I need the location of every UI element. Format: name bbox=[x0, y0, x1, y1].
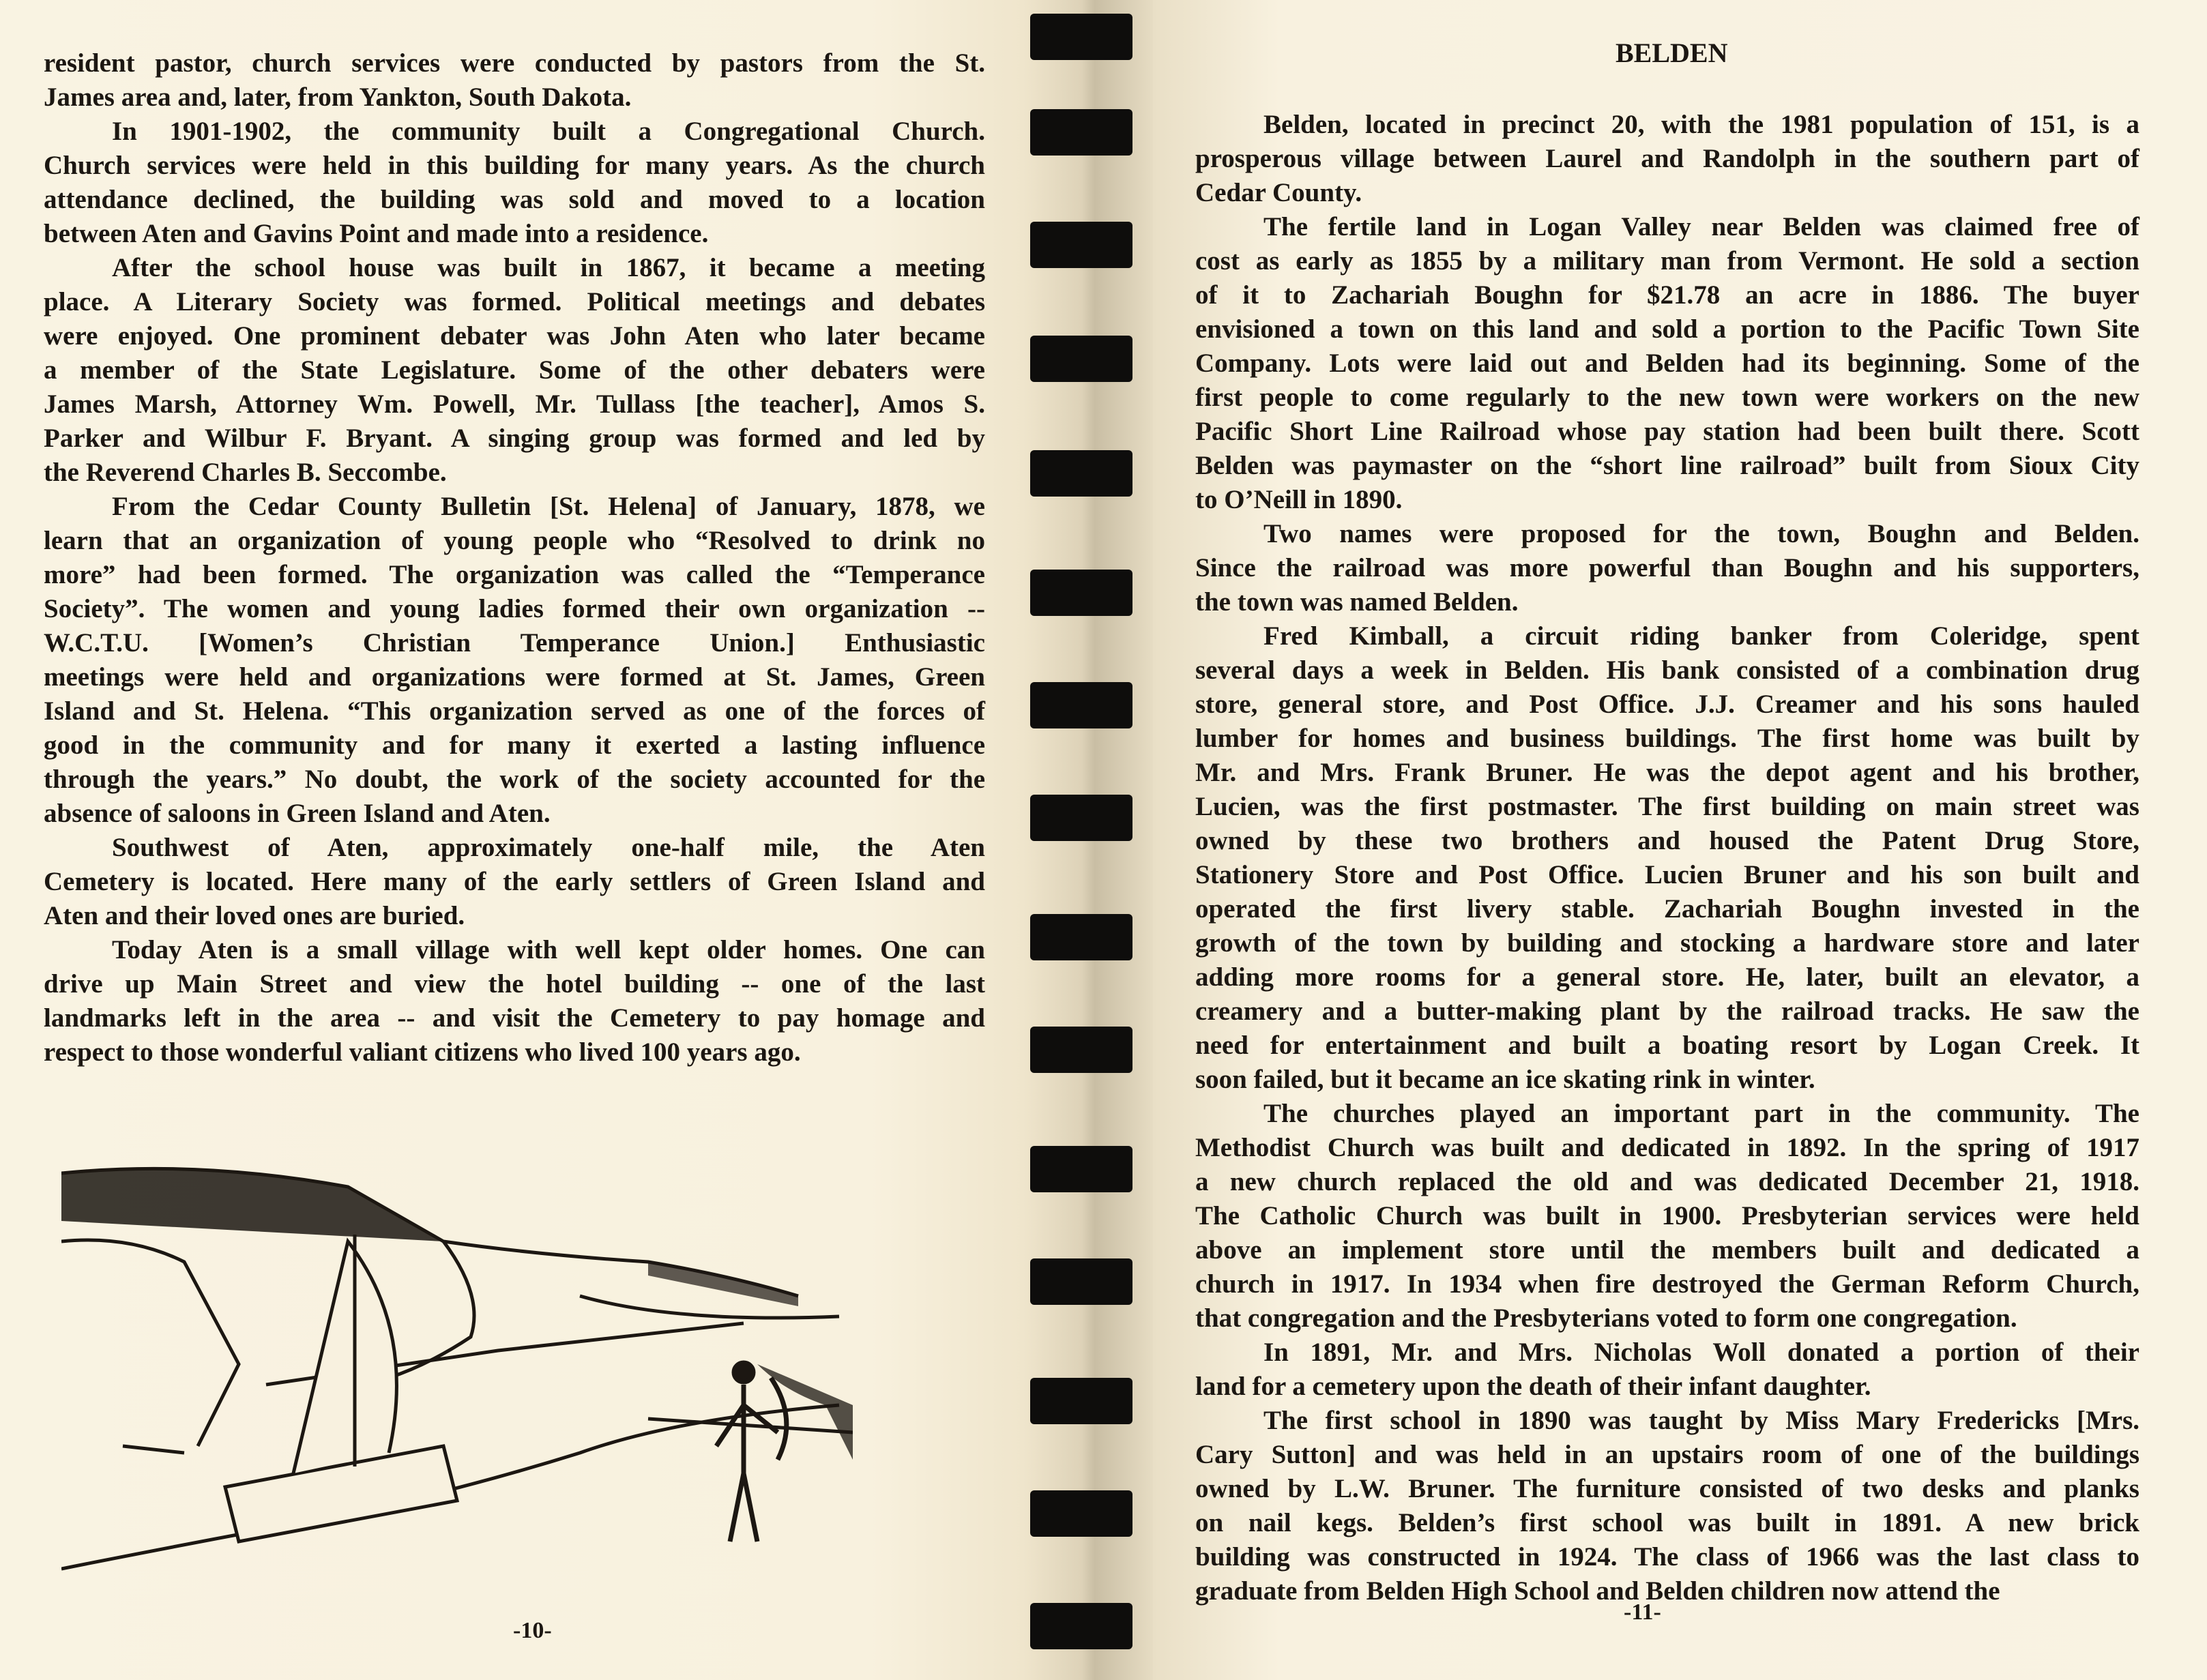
text-line: creamery and a butter-making plant by the railroad tracks. He saw the bbox=[1195, 997, 2139, 1026]
text-line: Methodist Church was built and dedicated in 1892. In the spring of 1917 bbox=[1195, 1133, 2139, 1162]
binding-coil bbox=[1030, 570, 1132, 616]
binding-coil bbox=[1030, 1378, 1132, 1424]
paragraph bbox=[1195, 1336, 2139, 1404]
text-line: the Reverend Charles B. Seccombe. bbox=[44, 458, 447, 487]
text-line: Mr. and Mrs. Frank Bruner. He was the depot agent and his brother, bbox=[1195, 758, 2139, 787]
binding-coil bbox=[1030, 1490, 1132, 1537]
text-line: several days a week in Belden. His bank consisted of a combination drug bbox=[1195, 655, 2139, 685]
text-line: place. A Literary Society was formed. Political meetings and debates bbox=[44, 287, 985, 316]
text-line: The first school in 1890 was taught by Miss Mary Fredericks [Mrs. bbox=[1263, 1406, 2139, 1435]
text-line: Two names were proposed for the town, Boughn and Belden. bbox=[1263, 519, 2139, 548]
text-line: the town was named Belden. bbox=[1195, 587, 1519, 617]
binding-coil bbox=[1030, 109, 1132, 156]
text-line: The churches played an important part in the community. The bbox=[1263, 1099, 2139, 1128]
binding-coil bbox=[1030, 795, 1132, 841]
paragraph bbox=[44, 490, 985, 831]
text-line: envisioned a town on this land and sold a portion to the Pacific Town Site bbox=[1195, 314, 2139, 344]
paragraph bbox=[44, 115, 985, 251]
text-line: more” had been formed. The organization was called the “Temperance bbox=[44, 560, 985, 589]
text-line: Since the railroad was more powerful than Boughn and his supporters, bbox=[1195, 553, 2139, 583]
text-line: In 1901-1902, the community built a Congregational Church. bbox=[112, 117, 985, 146]
text-line: James area and, later, from Yankton, South Dakota. bbox=[44, 83, 632, 112]
text-line: From the Cedar County Bulletin [St. Helena] of January, 1878, we bbox=[112, 492, 985, 521]
text-line: The Catholic Church was built in 1900. Presbyterian services were held bbox=[1195, 1201, 2139, 1230]
text-line: The fertile land in Logan Valley near Belden was claimed free of bbox=[1263, 212, 2139, 241]
text-line: prosperous village between Laurel and Randolph in the southern part of bbox=[1195, 144, 2139, 173]
text-line: on nail kegs. Belden’s first school was built in 1891. A new brick bbox=[1195, 1508, 2139, 1537]
paragraph bbox=[1195, 1404, 2139, 1608]
page-number-right: -11- bbox=[1624, 1600, 1661, 1625]
right-page-body bbox=[1195, 108, 2139, 1608]
text-line: landmarks left in the area -- and visit the Cemetery to pay homage and bbox=[44, 1003, 985, 1033]
binding-coil bbox=[1030, 222, 1132, 268]
text-line: Parker and Wilbur F. Bryant. A singing group was formed and led by bbox=[44, 424, 985, 453]
page-number-left: -10- bbox=[513, 1618, 552, 1643]
paragraph bbox=[1195, 517, 2139, 619]
binding-coil bbox=[1030, 1027, 1132, 1073]
text-line: Aten and their loved ones are buried. bbox=[44, 901, 465, 930]
text-line: owned by L.W. Bruner. The furniture consisted of two desks and planks bbox=[1195, 1474, 2139, 1503]
text-line: Stationery Store and Post Office. Lucien Bruner and his son built and bbox=[1195, 860, 2139, 889]
text-line: land for a cemetery upon the death of their infant daughter. bbox=[1195, 1372, 1871, 1401]
paragraph bbox=[1195, 108, 2139, 210]
text-line: need for entertainment and built a boating resort by Logan Creek. It bbox=[1195, 1031, 2139, 1060]
text-line: were enjoyed. One prominent debater was John Aten who later became bbox=[44, 321, 985, 351]
left-page-body bbox=[44, 46, 985, 1070]
text-line: Pacific Short Line Railroad whose pay station had been built there. Scott bbox=[1195, 417, 2139, 446]
paragraph bbox=[44, 46, 985, 115]
text-line: store, general store, and Post Office. J.J. Creamer and his sons hauled bbox=[1195, 690, 2139, 719]
text-line: meetings were held and organizations were formed at St. James, Green bbox=[44, 662, 985, 692]
text-line: to O’Neill in 1890. bbox=[1195, 485, 1403, 514]
text-line: church in 1917. In 1934 when fire destroyed the German Reform Church, bbox=[1195, 1269, 2139, 1299]
paragraph bbox=[1195, 619, 2139, 1097]
text-line: In 1891, Mr. and Mrs. Nicholas Woll donated a portion of their bbox=[1263, 1338, 2139, 1367]
paragraph bbox=[1195, 210, 2139, 517]
text-line: adding more rooms for a general store. He, later, built an elevator, a bbox=[1195, 962, 2139, 992]
text-line: a new church replaced the old and was dedicated December 21, 1918. bbox=[1195, 1167, 2139, 1196]
text-line: Cemetery is located. Here many of the early settlers of Green Island and bbox=[44, 867, 985, 896]
text-line: Belden was paymaster on the “short line railroad” built from Sioux City bbox=[1195, 451, 2139, 480]
text-line: Church services were held in this building for many years. As the church bbox=[44, 151, 985, 180]
text-line: of it to Zachariah Boughn for $21.78 an acre in 1886. The buyer bbox=[1195, 280, 2139, 310]
text-line: attendance declined, the building was sold and moved to a location bbox=[44, 185, 985, 214]
text-line: first people to come regularly to the new town were workers on the new bbox=[1195, 383, 2139, 412]
text-line: between Aten and Gavins Point and made into a residence. bbox=[44, 219, 709, 248]
binding-coil bbox=[1030, 1258, 1132, 1305]
text-line: W.C.T.U. [Women’s Christian Temperance Union.] Enthusiastic bbox=[44, 628, 985, 658]
text-line: Company. Lots were laid out and Belden had its beginning. Some of the bbox=[1195, 349, 2139, 378]
text-line: that congregation and the Presbyterians voted to form one congregation. bbox=[1195, 1303, 2017, 1333]
text-line: James Marsh, Attorney Wm. Powell, Mr. Tullass [the teacher], Amos S. bbox=[44, 389, 985, 419]
text-line: Island and St. Helena. “This organization served as one of the forces of bbox=[44, 696, 985, 726]
text-line: learn that an organization of young people who “Resolved to drink no bbox=[44, 526, 985, 555]
text-line: Cedar County. bbox=[1195, 178, 1362, 207]
binding-coil bbox=[1030, 914, 1132, 960]
binding-coil bbox=[1030, 14, 1132, 60]
binding-coil bbox=[1030, 450, 1132, 497]
section-heading: BELDEN bbox=[1616, 38, 1728, 68]
text-line: respect to those wonderful valiant citizens who lived 100 years ago. bbox=[44, 1037, 801, 1067]
text-line: lumber for homes and business buildings. The first home was built by bbox=[1195, 724, 2139, 753]
text-line: growth of the town by building and stocking a hardware store and later bbox=[1195, 928, 2139, 958]
text-line: resident pastor, church services were conducted by pastors from the St. bbox=[44, 48, 985, 78]
text-line: Cary Sutton] and was held in an upstairs room of one of the buildings bbox=[1195, 1440, 2139, 1469]
text-line: through the years.” No doubt, the work of the society accounted for the bbox=[44, 765, 985, 794]
text-line: Lucien, was the first postmaster. The first building on main street was bbox=[1195, 792, 2139, 821]
binding-coil bbox=[1030, 1603, 1132, 1649]
paragraph bbox=[44, 933, 985, 1070]
binding-coil bbox=[1030, 336, 1132, 382]
text-line: graduate from Belden High School and Belden children now attend the bbox=[1195, 1576, 2000, 1606]
text-line: Society”. The women and young ladies formed their own organization -- bbox=[44, 594, 985, 623]
text-line: cost as early as 1855 by a military man from Vermont. He sold a section bbox=[1195, 246, 2139, 276]
text-line: absence of saloons in Green Island and Aten. bbox=[44, 799, 551, 828]
binding-coil bbox=[1030, 682, 1132, 728]
text-line: a member of the State Legislature. Some of the other debaters were bbox=[44, 355, 985, 385]
text-line: above an implement store until the members built and dedicated a bbox=[1195, 1235, 2139, 1265]
text-line: drive up Main Street and view the hotel building -- one of the last bbox=[44, 969, 985, 999]
text-line: building was constructed in 1924. The class of 1966 was the last class to bbox=[1195, 1542, 2139, 1572]
river-scene-illustration bbox=[61, 1160, 853, 1582]
text-line: After the school house was built in 1867, it became a meeting bbox=[112, 253, 985, 282]
text-line: Today Aten is a small village with well kept older homes. One can bbox=[112, 935, 985, 964]
text-line: owned by these two brothers and housed the Patent Drug Store, bbox=[1195, 826, 2139, 855]
text-line: soon failed, but it became an ice skating rink in winter. bbox=[1195, 1065, 1815, 1094]
text-line: Southwest of Aten, approximately one-half mile, the Aten bbox=[112, 833, 985, 862]
paragraph bbox=[44, 251, 985, 490]
text-line: good in the community and for many it exerted a lasting influence bbox=[44, 731, 985, 760]
paragraph bbox=[1195, 1097, 2139, 1336]
text-line: operated the first livery stable. Zachariah Boughn invested in the bbox=[1195, 894, 2139, 924]
paragraph bbox=[44, 831, 985, 933]
binding-coil bbox=[1030, 1146, 1132, 1192]
text-line: Belden, located in precinct 20, with the 1981 population of 151, is a bbox=[1263, 110, 2139, 139]
text-line: Fred Kimball, a circuit riding banker from Coleridge, spent bbox=[1263, 621, 2139, 651]
